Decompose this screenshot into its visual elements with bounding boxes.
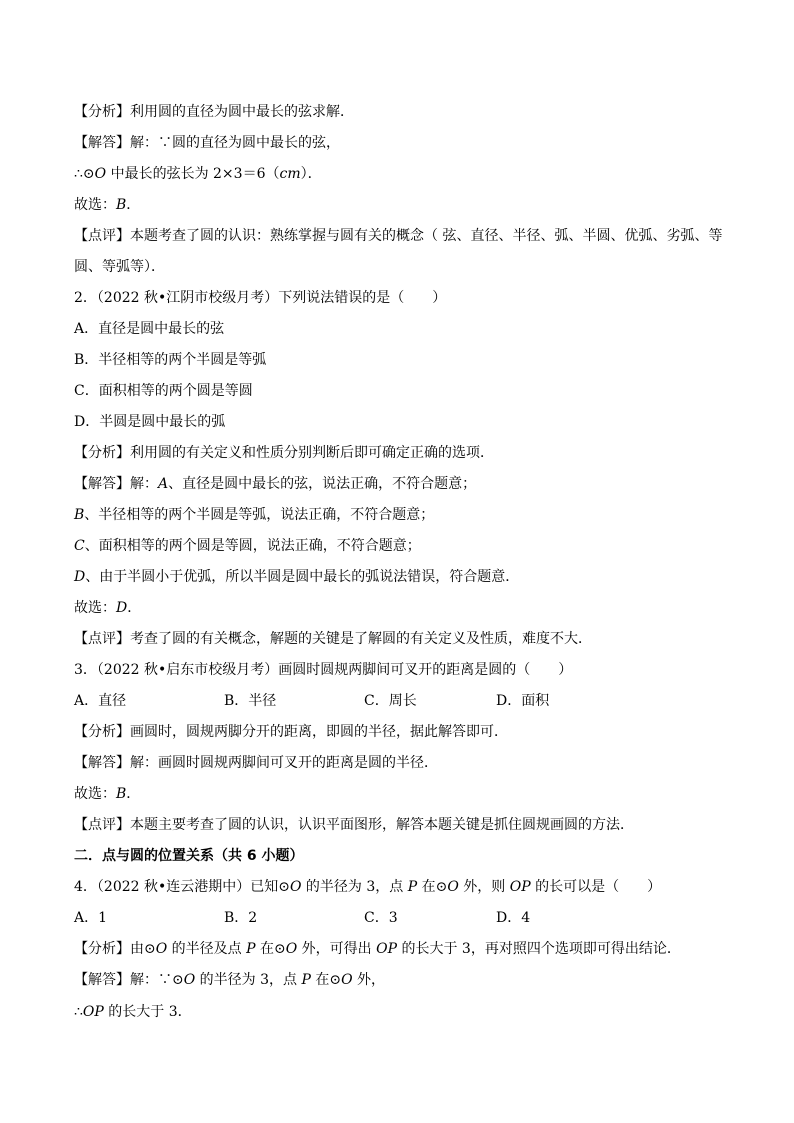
q3-comment: 【点评】本题主要考查了圆的认识，认识平面图形，解答本题关键是抓住圆规画圆的方法． xyxy=(74,817,634,833)
q2-option-a: A．直径是圆中最长的弦 xyxy=(74,321,225,337)
q3-choose: 故选：B． xyxy=(74,786,141,802)
q4-analysis: 【分析】由⊙O 的半径及点 P 在⊙O 外，可得出 OP 的长大于 3，再对照四个选项即可得出结论． xyxy=(74,941,681,957)
comment-tag: 【点评】 xyxy=(74,817,130,833)
q1-analysis: 【分析】利用圆的直径为圆中最长的弦求解． xyxy=(74,104,354,120)
q2-answer: 【解答】解：A、直径是圆中最长的弦，说法正确，不符合题意； xyxy=(74,476,477,492)
q2-answer-c: C、面积相等的两个圆是等圆，说法正确，不符合题意； xyxy=(74,538,421,554)
section-heading: 二．点与圆的位置关系（共 6 小题） xyxy=(74,848,304,864)
comment-tag: 【点评】 xyxy=(74,631,130,647)
q2-option-b: B．半径相等的两个半圆是等弧 xyxy=(74,352,267,368)
analysis-tag: 【分析】 xyxy=(74,104,130,120)
q3-option-c: C．周长 xyxy=(364,693,417,709)
answer-tag: 【解答】 xyxy=(74,755,130,771)
analysis-tag: 【分析】 xyxy=(74,445,130,461)
answer-tag: 【解答】 xyxy=(74,476,130,492)
q2-option-c: C．面积相等的两个圆是等圆 xyxy=(74,383,253,399)
q1-answer-result: ∴⊙O 中最长的弦长为 2×3＝6（cm）． xyxy=(74,166,322,182)
q3-option-d: D．面积 xyxy=(496,693,550,709)
analysis-tag: 【分析】 xyxy=(74,724,130,740)
q4-option-d: D．4 xyxy=(496,910,531,926)
q2-answer-b: B、半径相等的两个半圆是等弧，说法正确，不符合题意； xyxy=(74,507,435,523)
q2-comment: 【点评】考查了圆的有关概念，解题的关键是了解圆的有关定义及性质，难度不大． xyxy=(74,631,592,647)
q2-option-d: D．半圆是圆中最长的弧 xyxy=(74,414,226,430)
q1-comment: 【点评】本题考查了圆的认识：熟练掌握与圆有关的概念（ 弦、直径、半径、弧、半圆、优弧、劣弧、等 xyxy=(74,228,723,244)
q1-comment-cont: 圆、等弧等）． xyxy=(74,259,165,275)
q2-analysis: 【分析】利用圆的有关定义和性质分别判断后即可确定正确的选项． xyxy=(74,445,494,461)
q4-options xyxy=(74,909,746,927)
q2-choose: 故选：D． xyxy=(74,600,142,616)
q3-options xyxy=(74,692,746,710)
q4-option-b: B．2 xyxy=(224,910,258,926)
q3-option-b: B．半径 xyxy=(224,693,277,709)
q4-option-a: A．1 xyxy=(74,910,108,926)
q1-choose: 故选：B． xyxy=(74,197,141,213)
analysis-tag: 【分析】 xyxy=(74,941,130,957)
q1-answer: 【解答】解：∵圆的直径为圆中最长的弦， xyxy=(74,135,340,151)
q2-answer-d: D、由于半圆小于优弧，所以半圆是圆中最长的弧说法错误，符合题意． xyxy=(74,569,520,585)
q3-analysis: 【分析】画圆时，圆规两脚分开的距离，即圆的半径，据此解答即可． xyxy=(74,724,508,740)
comment-tag: 【点评】 xyxy=(74,228,130,244)
q2-stem: 2．（2022 秋•江阴市校级月考）下列说法错误的是（ ） xyxy=(74,290,447,306)
q3-stem: 3．（2022 秋•启东市校级月考）画圆时圆规两脚间可叉开的距离是圆的（ ） xyxy=(74,662,573,678)
q4-answer: 【解答】解：∵⊙O 的半径为 3，点 P 在⊙O 外， xyxy=(74,972,386,988)
q4-answer-result: ∴OP 的长大于 3． xyxy=(74,1004,192,1020)
q4-stem: 4．（2022 秋•连云港期中）已知⊙O 的半径为 3，点 P 在⊙O 外，则 OP 的长可以是（ ） xyxy=(74,879,662,895)
q4-option-c: C．3 xyxy=(364,910,398,926)
answer-tag: 【解答】 xyxy=(74,972,130,988)
q3-answer: 【解答】解：画圆时圆规两脚间可叉开的距离是圆的半径． xyxy=(74,755,438,771)
answer-tag: 【解答】 xyxy=(74,135,130,151)
q3-option-a: A．直径 xyxy=(74,693,127,709)
